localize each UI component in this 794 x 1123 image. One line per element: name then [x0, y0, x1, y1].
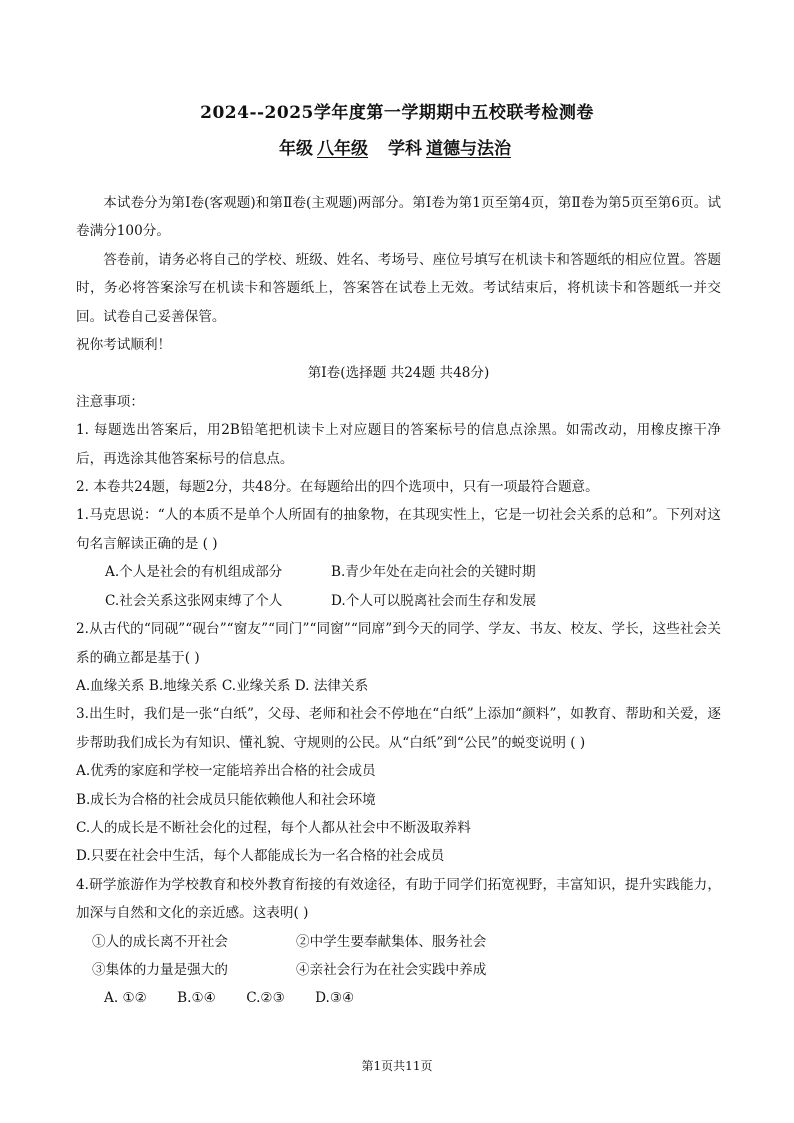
question-4-statement-1: ①人的成长离不开社会 [92, 933, 228, 950]
exam-title: 2024--2025学年度第一学期期中五校联考检测卷 [200, 103, 594, 123]
grade-value: 八年级 [317, 139, 368, 159]
intro-paragraph-2: 答卷前，请务必将自己的学校、班级、姓名、考场号、座位号填写在机读卡和答题纸的相应位置。答题时，务必将答案涂写在机读卡和答题纸上，答案答在试卷上无效。考试结束后，将机读卡和答题纸一并交回。试卷自己妥善保管。 [76, 251, 721, 325]
question-1-options-row-2 [76, 587, 721, 615]
intro-paragraph-1: 本试卷分为第Ⅰ卷(客观题)和第Ⅱ卷(主观题)两部分。第Ⅰ卷为第1页至第4页，第Ⅱ卷为第5页至第6页。试卷满分100分。 [76, 195, 721, 240]
question-3-stem: 3.出生时，我们是一张“白纸”，父母、老师和社会不停地在“白纸”上添加“颜料”，如教育、帮助和关爱，逐步帮助我们成长为有知识、懂礼貌、守规则的公民。从“白纸”到“公民”的蜕变说明 ( ) [76, 706, 721, 751]
question-4-statements-row-2 [76, 956, 721, 984]
exam-body [76, 189, 721, 1013]
question-1-option-c: C.社会关系这张网束缚了个人 [105, 592, 283, 609]
question-1-option-d: D.个人可以脱离社会而生存和发展 [331, 592, 537, 609]
question-2-options: A.血缘关系 B.地缘关系 C.业缘关系 D. 法律关系 [76, 677, 369, 694]
question-4-statement-2: ②中学生要奉献集体、服务社会 [296, 933, 487, 950]
note-1: 1. 每题选出答案后，用2B铅笔把机读卡上对应题目的答案标号的信息点涂黑。如需改动，用橡皮擦干净后，再选涂其他答案标号的信息点。 [76, 422, 721, 467]
subject-value: 道德与法治 [426, 139, 511, 159]
question-2-stem: 2.从古代的“同砚”“砚台”“窗友”“同门”“同窗”“同席”到今天的同学、学友、书友、校友、学长，这些社会关系的确立都是基于( ) [76, 621, 721, 666]
question-4-statement-4: ④亲社会行为在社会实践中养成 [296, 961, 487, 978]
grade-subject-line [0, 134, 794, 159]
question-1-option-a: A.个人是社会的有机组成部分 [105, 564, 283, 581]
question-4-option-c: C.②③ [246, 990, 285, 1007]
question-3-option-c: C.人的成长是不断社会化的过程，每个人都从社会中不断汲取养料 [76, 819, 471, 836]
question-4-option-a: A. ①② [104, 990, 147, 1007]
question-3-option-d: D.只要在社会中生活，每个人都能成长为一名合格的社会成员 [76, 848, 445, 865]
question-1-stem: 1.马克思说：“人的本质不是单个人所固有的抽象物，在其现实性上，它是一切社会关系的总和”。下列对这句名言解读正确的是 ( ) [76, 507, 721, 552]
question-4-stem: 4.研学旅游作为学校教育和校外教育衔接的有效途径，有助于同学们拓宽视野，丰富知识，提升实践能力，加深与自然和文化的亲近感。这表明( ) [76, 876, 721, 922]
good-luck-text: 祝你考试顺利！ [76, 337, 172, 354]
question-4-option-b: B.①④ [177, 990, 216, 1007]
question-4-option-d: D.③④ [315, 990, 355, 1007]
note-2: 2. 本卷共24题，每题2分，共48分。在每题给出的四个选项中，只有一项最符合题意。 [76, 479, 599, 496]
grade-label: 年级 [279, 139, 313, 159]
question-3-option-b: B.成长为合格的社会成员只能依赖他人和社会环境 [76, 791, 376, 808]
question-1-option-b: B.青少年处在走向社会的关键时期 [331, 564, 536, 581]
question-4-statements-row-1 [76, 928, 721, 956]
notes-title: 注意事项： [76, 393, 144, 410]
question-4-statement-3: ③集体的力量是强大的 [92, 961, 228, 978]
question-1-options-row-1 [76, 558, 721, 586]
question-3-option-a: A.优秀的家庭和学校一定能培养出合格的社会成员 [76, 763, 376, 780]
section-heading: 第Ⅰ卷(选择题 共24题 共48分) [307, 365, 490, 382]
subject-label: 学科 [388, 139, 422, 159]
page-footer: 第1页共11页 [361, 1059, 433, 1073]
question-4-options [76, 984, 721, 1012]
